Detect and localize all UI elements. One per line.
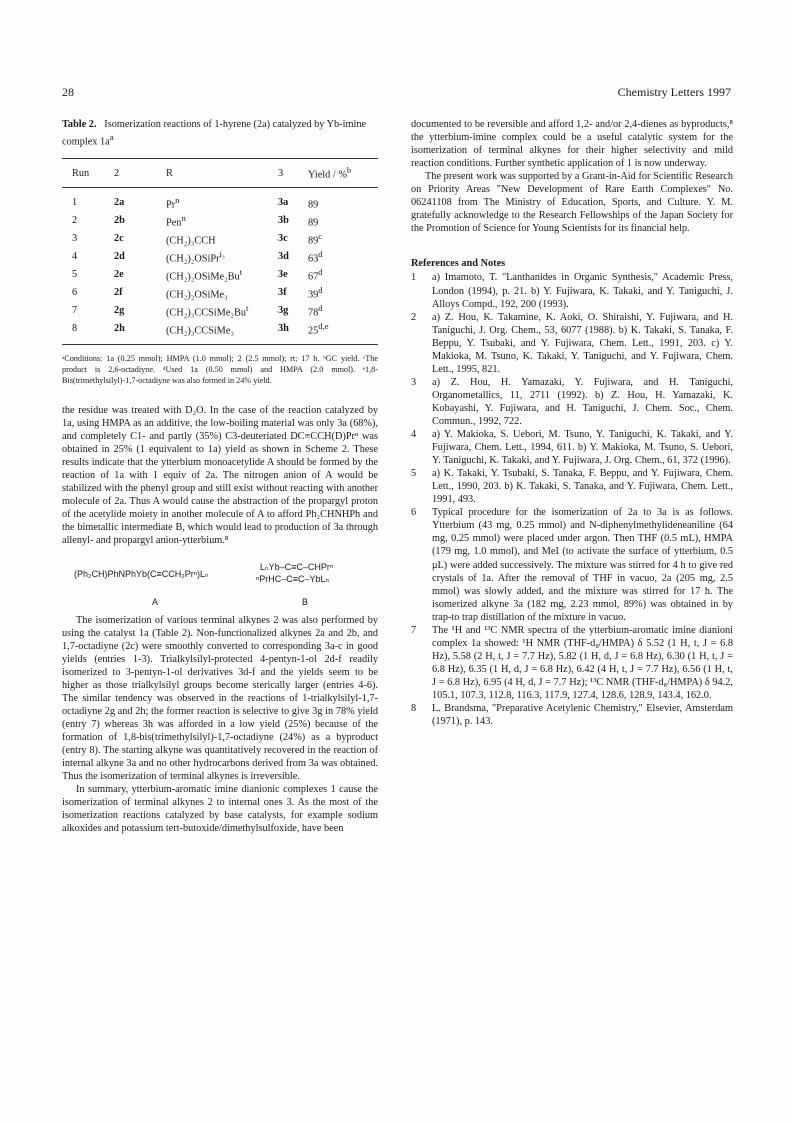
cell-r: (CH₂)₃CCH bbox=[166, 235, 216, 247]
cell-product: 3e bbox=[278, 268, 288, 280]
cell-product: 3b bbox=[278, 214, 289, 226]
cell-r: (CH₂)₂OSiMe₂Bu$^t$ bbox=[166, 266, 243, 283]
left-column bbox=[62, 118, 378, 835]
table-row bbox=[62, 212, 378, 230]
reference-text: a) Imamoto, T. "Lanthanides in Organic Synthesis," Academic Press, London (1994), p. 21. b) Y. Fujiwara, K. Takaki, and Y. Taniguchi, J. Alloys Compd., 192, 200 (1993). bbox=[432, 272, 733, 310]
cell-r: (CH₂)₃CCSiMe₂Bu$^t$ bbox=[166, 302, 249, 319]
header-r: R bbox=[166, 159, 278, 187]
paragraph: The isomerization of various terminal alkynes 2 was also performed by using the catalyst 1a (Table 2). Non-functionalized alkynes 2a and 2b, and 1,7-octadiyne (2c) were smoothly converted to corresponding 3a-c in good yields (entries 1-3). Trialkylsilyl-protected 4-pentyn-1-ol 2d-f readily isomerized to 3-pentyn-1-ol derivatives 3d-f and the yields seem to be higher as those trialkylsilyl groups become sterically larger (entries 4-6). The similar tendency was observed in the reactions of 1-trialkylsilyl-1,7-octadiyne 2g and 2h; the former reaction is selective to give 3g in 78% yield (entry 7) whereas 3h was afforded in a low yield (25%) because of the formation of 1,8-bis(trimethylsilyl)-1,7-octadiyne (24%) as a byproduct (entry 8). The starting alkyne was quantitatively recovered in the reaction of internal alkyne 3a and no other hydrocarbons derived from 3a was obtained. Thus the isomerization of terminal alkynes is irreversible. bbox=[62, 614, 378, 783]
cell-product: 3h bbox=[278, 320, 308, 345]
structure-a-formula: (Ph₂CH)PhNPhYb(C≡CCH₂Prⁿ)Lₙ bbox=[74, 568, 209, 579]
cell-r: (CH₂)₂OSiMe₃ bbox=[166, 289, 228, 301]
cell-product: 3f bbox=[278, 286, 287, 298]
reference-number: 5 bbox=[411, 468, 417, 480]
cell-r: Pr$^n$ bbox=[166, 194, 180, 211]
cell-r: (CH₂)₃CCSiMe₃ bbox=[166, 320, 278, 345]
cell-yield: 63$^d$ bbox=[308, 248, 323, 265]
cell-yield: 39$^d$ bbox=[308, 284, 323, 301]
reference-list bbox=[411, 271, 733, 728]
cell-product: 3g bbox=[278, 304, 289, 316]
reference-item bbox=[411, 467, 733, 506]
reference-item bbox=[411, 428, 733, 467]
reference-number: 2 bbox=[411, 311, 417, 323]
right-column bbox=[411, 118, 733, 728]
journal-header: Chemistry Letters 1997 bbox=[617, 85, 731, 99]
reference-item bbox=[411, 376, 733, 428]
cell-alkyne: 2c bbox=[114, 232, 124, 244]
scheme-structures bbox=[62, 554, 378, 610]
reference-text: a) Z. Hou, K. Takamine, K. Aoki, O. Shiraishi, Y. Fujiwara, and H. Taniguchi, J. Org. Chem., 53, 6077 (1988). b) K. Takaki, S. Tanaka, F. Beppu, Y. Tsubaki, and Y. Fujiwara, Chem. Lett., 1991, 203. c) Y. Makioka, M. Tsuno, K. Takaki, Y. Taniguchi, and Y. Fujiwara, Chem. Lett., 1995, 821. bbox=[432, 311, 733, 375]
acknowledgement: The present work was supported by a Grant-in-Aid for Scientific Research on Priority Areas "New Development of Rare Earth Complexes" No. 06241108 from The Ministry of Education, Sports, and Culture. Y. M. gratefully acknowledge to the Research Fellowships of the Japan Society for the Promotion of Science for Young Scientists for its financial help. bbox=[411, 171, 733, 235]
cell-run: 4 bbox=[72, 250, 78, 262]
cell-yield: 78$^d$ bbox=[308, 302, 323, 319]
reference-number: 3 bbox=[411, 376, 417, 388]
structure-b-top: LₙYb–C≡C–CHPrⁿ bbox=[260, 561, 334, 572]
table-row bbox=[62, 248, 378, 266]
table-row bbox=[62, 320, 378, 345]
cell-product: 3d bbox=[278, 250, 289, 262]
table-row bbox=[62, 284, 378, 302]
header-alkyne: 2 bbox=[114, 159, 166, 187]
cell-r: Pen$^n$ bbox=[166, 212, 186, 229]
cell-yield: 67$^d$ bbox=[308, 266, 323, 283]
cell-alkyne: 2f bbox=[114, 286, 123, 298]
cell-alkyne: 2g bbox=[114, 304, 125, 316]
table-row bbox=[62, 230, 378, 248]
reference-text: a) Y. Makioka, S. Uebori, M. Tsuno, Y. Taniguchi, K. Takaki, and Y. Fujiwara, Chem. Lett., 1994, 611. b) Y. Makioka, M. Tsuno, S. Uebori, Y. Taniguchi, K. Takaki, and Y. Fujiwara, J. Org. Chem., 61, 372 (1996). bbox=[432, 429, 733, 467]
paragraph: documented to be reversible and afford 1,2- and/or 2,4-dienes as byproducts,⁸ the ytterbium-imine complex could be a useful catalytic system for the isomerization of terminal alkynes for their higher selectivity and mild reaction conditions. Further synthetic application of 1 is now underway. bbox=[411, 119, 733, 170]
reference-item bbox=[411, 311, 733, 376]
table-footnote: ᵃConditions: 1a (0.25 mmol); HMPA (1.0 mmol); 2 (2.5 mmol); rt; 17 h. ᵇGC yield. ᶜThe product is 2,6-octadiyne. ᵈUsed 1a (0.50 mmol) and HMPA (2.0 mmol). ᵉ1,8-Bis(trimethylsilyl)-1,7-octadiyne was also formed in 24% yield. bbox=[62, 354, 378, 386]
cell-run: 5 bbox=[72, 268, 78, 280]
cell-product: 3c bbox=[278, 232, 288, 244]
table-caption-mark: a bbox=[109, 132, 114, 142]
cell-yield: 89 bbox=[308, 199, 319, 211]
header-run: Run bbox=[62, 159, 114, 187]
cell-run: 7 bbox=[72, 304, 78, 316]
reference-text: L. Brandsma, "Preparative Acetylenic Chemistry," Elsevier, Amsterdam (1971), p. 143. bbox=[432, 703, 733, 728]
reference-number: 1 bbox=[411, 272, 417, 284]
cell-alkyne: 2a bbox=[114, 196, 125, 208]
structure-a-label: A bbox=[152, 596, 159, 607]
reference-text: The ¹H and ¹³C NMR spectra of the ytterbium-aromatic imine dianioni complex 1a showed: ¹H NMR (THF-d₈/HMPA) δ 5.52 (1 H, t, J = 6.8 Hz), 5.58 (2 H, t, J = 7.7 Hz), 5.82 (1 H, d, J = 6.8 Hz), 6.30 (1 H, t, J = 6.8 Hz), 6.35 (1 H, d, J = 6.8 Hz), 6.42 (4 H, t, J = 7.7 Hz), 6.56 (1 H, t, J = 6.8 Hz), 6.95 (4 H, d, J = 7.7 Hz); ¹³C NMR (THF-d₈/HMPA) δ 94.2, 105.1, 107.3, 112.8, 116.3, 117.9, 127.4, 128.6, 128.9, 143.4, 162.0. bbox=[432, 624, 733, 701]
isomerization-table bbox=[62, 158, 378, 345]
header-yield: Yield / %$^b$ bbox=[308, 159, 378, 187]
cell-product: 3a bbox=[278, 196, 289, 208]
reference-item bbox=[411, 506, 733, 623]
table-body bbox=[62, 187, 378, 344]
paragraph: the residue was treated with D₂O. In the case of the reaction catalyzed by 1a, using HMPA as an additive, the low-boiling material was only 3a (68%), and completely C1- and partly (35%) C3-deuteriated DC≡CCH(D)Prⁿ was obtained in 25% (1 equivalent to 1a) yield as shown in Scheme 2. These results indicate that the ytterbium monoacetylide A should be formed by the reaction of 1a with 1 equiv of 2a. The nitrogen anion of A would be stabilized with the phenyl group and still exist without reacting with another molecule of 2a. Thus A would cause the abstraction of the propargyl proton of the acetylide moiety in another molecule of A to afford Ph₂CHNHPh and the bimetallic intermediate B, which would lead to production of 3a through allenyl- and propargyl anion-ytterbium.⁸ bbox=[62, 405, 378, 547]
reference-item bbox=[411, 624, 733, 702]
cell-alkyne: 2b bbox=[114, 214, 125, 226]
reference-number: 4 bbox=[411, 429, 417, 441]
cell-r: (CH₂)₂OSiPr$^{i_3}$ bbox=[166, 248, 225, 265]
structure-b-bottom: ⁿPrHC–C≡C–YbLₙ bbox=[256, 573, 330, 584]
cell-alkyne: 2h bbox=[114, 320, 166, 345]
reference-number: 8 bbox=[411, 703, 417, 715]
reference-text: a) K. Takaki, Y. Tsubaki, S. Tanaka, F. Beppu, and Y. Fujiwara, Chem. Lett., 1990, 203. b) K. Takaki, S. Tanaka, and Y. Fujiwara, Chem. Lett., 1991, 493. bbox=[432, 468, 733, 506]
structure-b-label: B bbox=[302, 596, 309, 607]
table-header-row bbox=[62, 159, 378, 187]
page-number: 28 bbox=[62, 85, 74, 99]
cell-run: 3 bbox=[72, 232, 78, 244]
cell-alkyne: 2d bbox=[114, 250, 125, 262]
cell-yield: 89 bbox=[308, 217, 319, 229]
cell-yield: 89$^c$ bbox=[308, 230, 323, 247]
table-row bbox=[62, 302, 378, 320]
references-heading: References and Notes bbox=[411, 258, 506, 270]
reference-number: 6 bbox=[411, 507, 417, 519]
cell-run: 1 bbox=[72, 196, 78, 208]
reference-text: a) Z. Hou, H. Yamazaki, Y. Fujiwara, and H. Taniguchi, Organometallics, 11, 2711 (1992). b) Z. Hou, H. Yamazaki, K. Kobayashi, Y. Fujiwara, and H. Taniguchi, J. Chem. Soc., Chem. Commun., 1992, 722. bbox=[432, 376, 733, 427]
header-product: 3 bbox=[278, 159, 308, 187]
cell-yield: 25$^{d,e}$ bbox=[308, 320, 378, 345]
table-caption-text: Isomerization reactions of 1-hyrene (2a) catalyzed by Yb-imine complex 1a bbox=[62, 119, 367, 148]
table-label: Table 2. bbox=[62, 119, 97, 130]
cell-run: 8 bbox=[62, 320, 114, 345]
reference-item bbox=[411, 702, 733, 728]
reference-text: Typical procedure for the isomerization of 2a to 3a is as follows. Ytterbium (43 mg, 0.25 mmol) and N-diphenylmethylideneaniline (64 mg, 0.25 mmol) were placed under argon. Then THF (0.5 mL), HMPA (179 mg, 1.0 mmol), and MeI (to activate the surface of ytterbium, 0.5 μL) were added successively. The mixture was stirred for 4 h to give red crystals of 1a. After the removal of THF in vacuo, 2a (205 mg, 2.5 mmol) was slowly added, and the mixture was stirred for 17 h. The isomerized alkyne 3a (182 mg, 2.23 mmol, 89%) was obtained in by trap-to trap distillation of the mixture in vacuo. bbox=[432, 507, 733, 623]
table-caption bbox=[62, 118, 378, 148]
reference-number: 7 bbox=[411, 624, 417, 636]
cell-alkyne: 2e bbox=[114, 268, 124, 280]
cell-run: 2 bbox=[72, 214, 78, 226]
cell-run: 6 bbox=[72, 286, 78, 298]
reference-item bbox=[411, 271, 733, 310]
table-row bbox=[62, 187, 378, 212]
table-row bbox=[62, 266, 378, 284]
paragraph: In summary, ytterbium-aromatic imine dianionic complexes 1 cause the isomerization of terminal alkynes 2 to internal ones 3. As the most of the isomerization reactions catalyzed by base catalysts, for example sodium alkoxides and potassium tert-butoxide/dimethylsulfoxide, have been bbox=[62, 784, 378, 835]
